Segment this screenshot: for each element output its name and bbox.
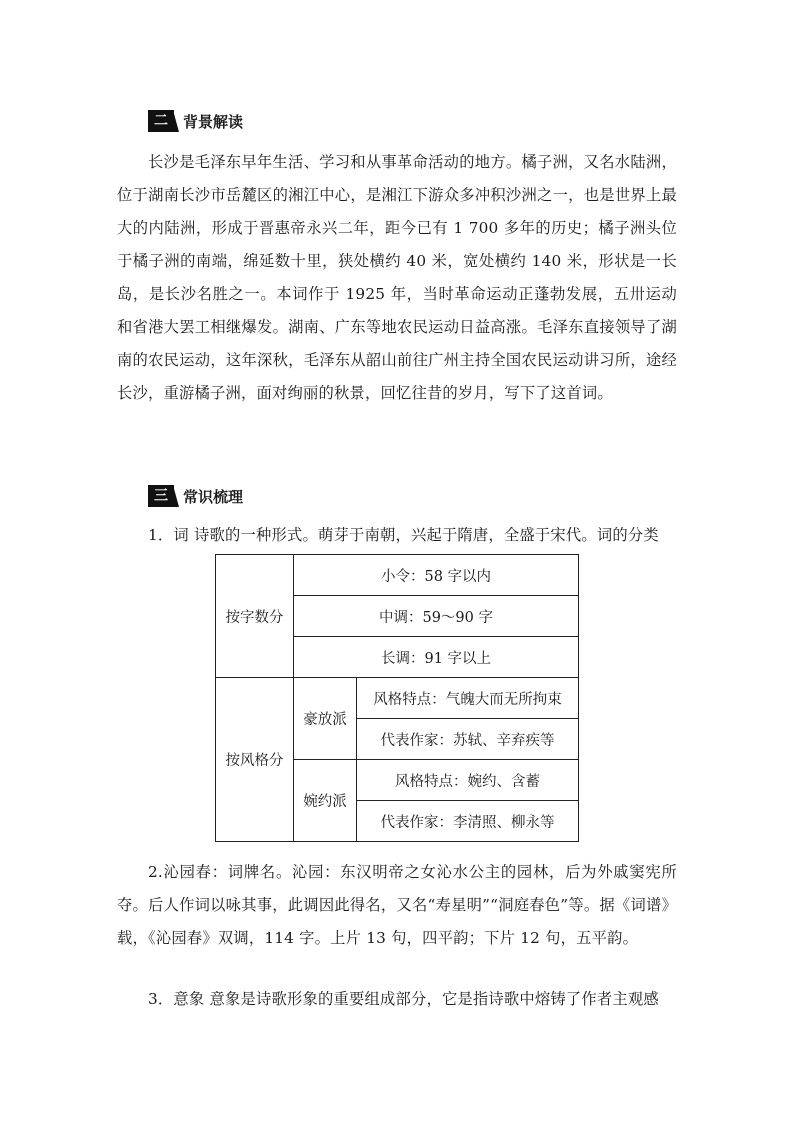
school-name: 豪放派 [294, 678, 357, 760]
table-cell: 风格特点：婉约、含蓄 [357, 760, 579, 801]
ci-classification-table [215, 554, 579, 842]
section-number: 二 [154, 113, 168, 129]
row-header-by-style: 按风格分 [216, 678, 294, 842]
item-ci-definition: 1．词 诗歌的一种形式。萌芽于南朝，兴起于隋唐，全盛于宋代。词的分类 [148, 526, 659, 544]
table-cell: 长调：91 字以上 [294, 637, 579, 678]
item-imagery: 3．意象 意象是诗歌形象的重要组成部分，它是指诗歌中熔铸了作者主观感 [148, 990, 659, 1008]
section-number-badge [148, 110, 174, 132]
section-number: 三 [154, 488, 168, 504]
row-header-by-count: 按字数分 [216, 555, 294, 678]
table-cell: 代表作家：李清照、柳永等 [357, 801, 579, 842]
section-heading-knowledge [148, 485, 243, 507]
school-name: 婉约派 [294, 760, 357, 842]
table-cell: 代表作家：苏轼、辛弃疾等 [357, 719, 579, 760]
section-number-badge [148, 485, 174, 507]
section-heading-background [148, 110, 243, 132]
background-paragraph: 长沙是毛泽东早年生活、学习和从事革命活动的地方。橘子洲，又名水陆洲，位于湖南长沙市岳麓区的湘江中心，是湘江下游众多冲积沙洲之一，也是世界上最大的内陆洲，形成于晋惠帝永兴二年，距今已有 1 700 多年的历史；橘子洲头位于橘子洲的南端，绵延数十里，狭处横约 40 米，宽处横约 140 米，形状是一长岛，是长沙名胜之一。本词作于 1925 年，当时革命运动正蓬勃发展，五卅运动和省港大罢工相继爆发。湖南、广东等地农民运动日益高涨。毛泽东直接领导了湖南的农民运动，这年深秋，毛泽东从韶山前往广州主持全国农民运动讲习所，途经长沙，重游橘子洲，面对绚丽的秋景，回忆往昔的岁月，写下了这首词。 [117, 153, 677, 402]
table-cell: 小令：58 字以内 [294, 555, 579, 596]
table-cell: 风格特点：气魄大而无所拘束 [357, 678, 579, 719]
section-title: 常识梳理 [183, 487, 244, 506]
table-cell: 中调：59～90 字 [294, 596, 579, 637]
item-qinyuanchun: 2.沁园春：词牌名。沁园：东汉明帝之女沁水公主的园林，后为外戚窦宪所夺。后人作词以咏其事，此调因此得名，又名“寿星明”“洞庭春色”等。据《词谱》载，《沁园春》双调，114 字。上片 13 句，四平韵；下片 12 句，五平韵。 [117, 863, 677, 947]
section-title: 背景解读 [183, 112, 244, 131]
